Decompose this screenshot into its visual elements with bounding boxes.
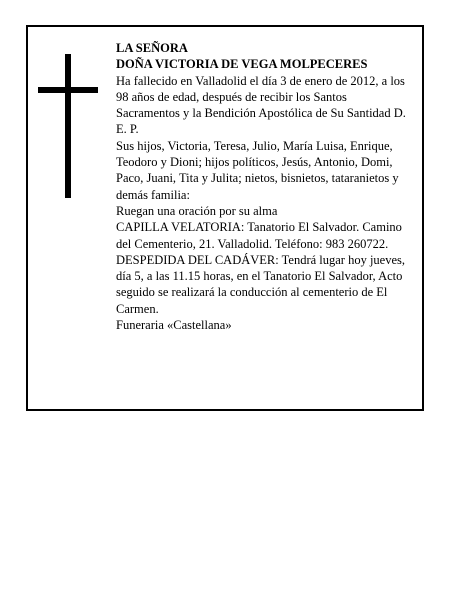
cross-vertical-bar: [65, 54, 71, 198]
farewell-info: DESPEDIDA DEL CADÁVER: Tendrá lugar hoy jueves, día 5, a las 11.15 horas, en el Tanatorio El Salvador, Acto seguido se realizará la conducción al cementerio de El Carmen.: [116, 252, 406, 316]
cross-horizontal-bar: [38, 87, 98, 93]
chapel-info: CAPILLA VELATORIA: Tanatorio El Salvador. Camino del Cementerio, 21. Valladolid. Teléfono: 983 260722.: [116, 220, 402, 251]
cross-icon: [38, 54, 98, 198]
prayer-request: Ruegan una oración por su alma: [116, 203, 278, 218]
family-list: Sus hijos, Victoria, Teresa, Julio, María Luisa, Enrique, Teodoro y Dioni; hijos políticos, Jesús, Antonio, Domi, Paco, Juani, Tita y Julita; nietos, bisnietos, tataranietos y demás familia:: [116, 138, 399, 202]
notice-text: [116, 40, 412, 333]
funeral-home: Funeraria «Castellana»: [116, 318, 232, 333]
death-announcement: Ha fallecido en Valladolid el día 3 de enero de 2012, a los 98 años de edad, después de recibir los Santos Sacramentos y la Bendición Apostólica de Su Santidad D. E. P.: [116, 73, 406, 137]
notice-title: LA SEÑORA: [116, 41, 188, 55]
deceased-name: DOÑA VICTORIA DE VEGA MOLPECERES: [116, 57, 368, 72]
obituary-notice: [26, 25, 424, 411]
